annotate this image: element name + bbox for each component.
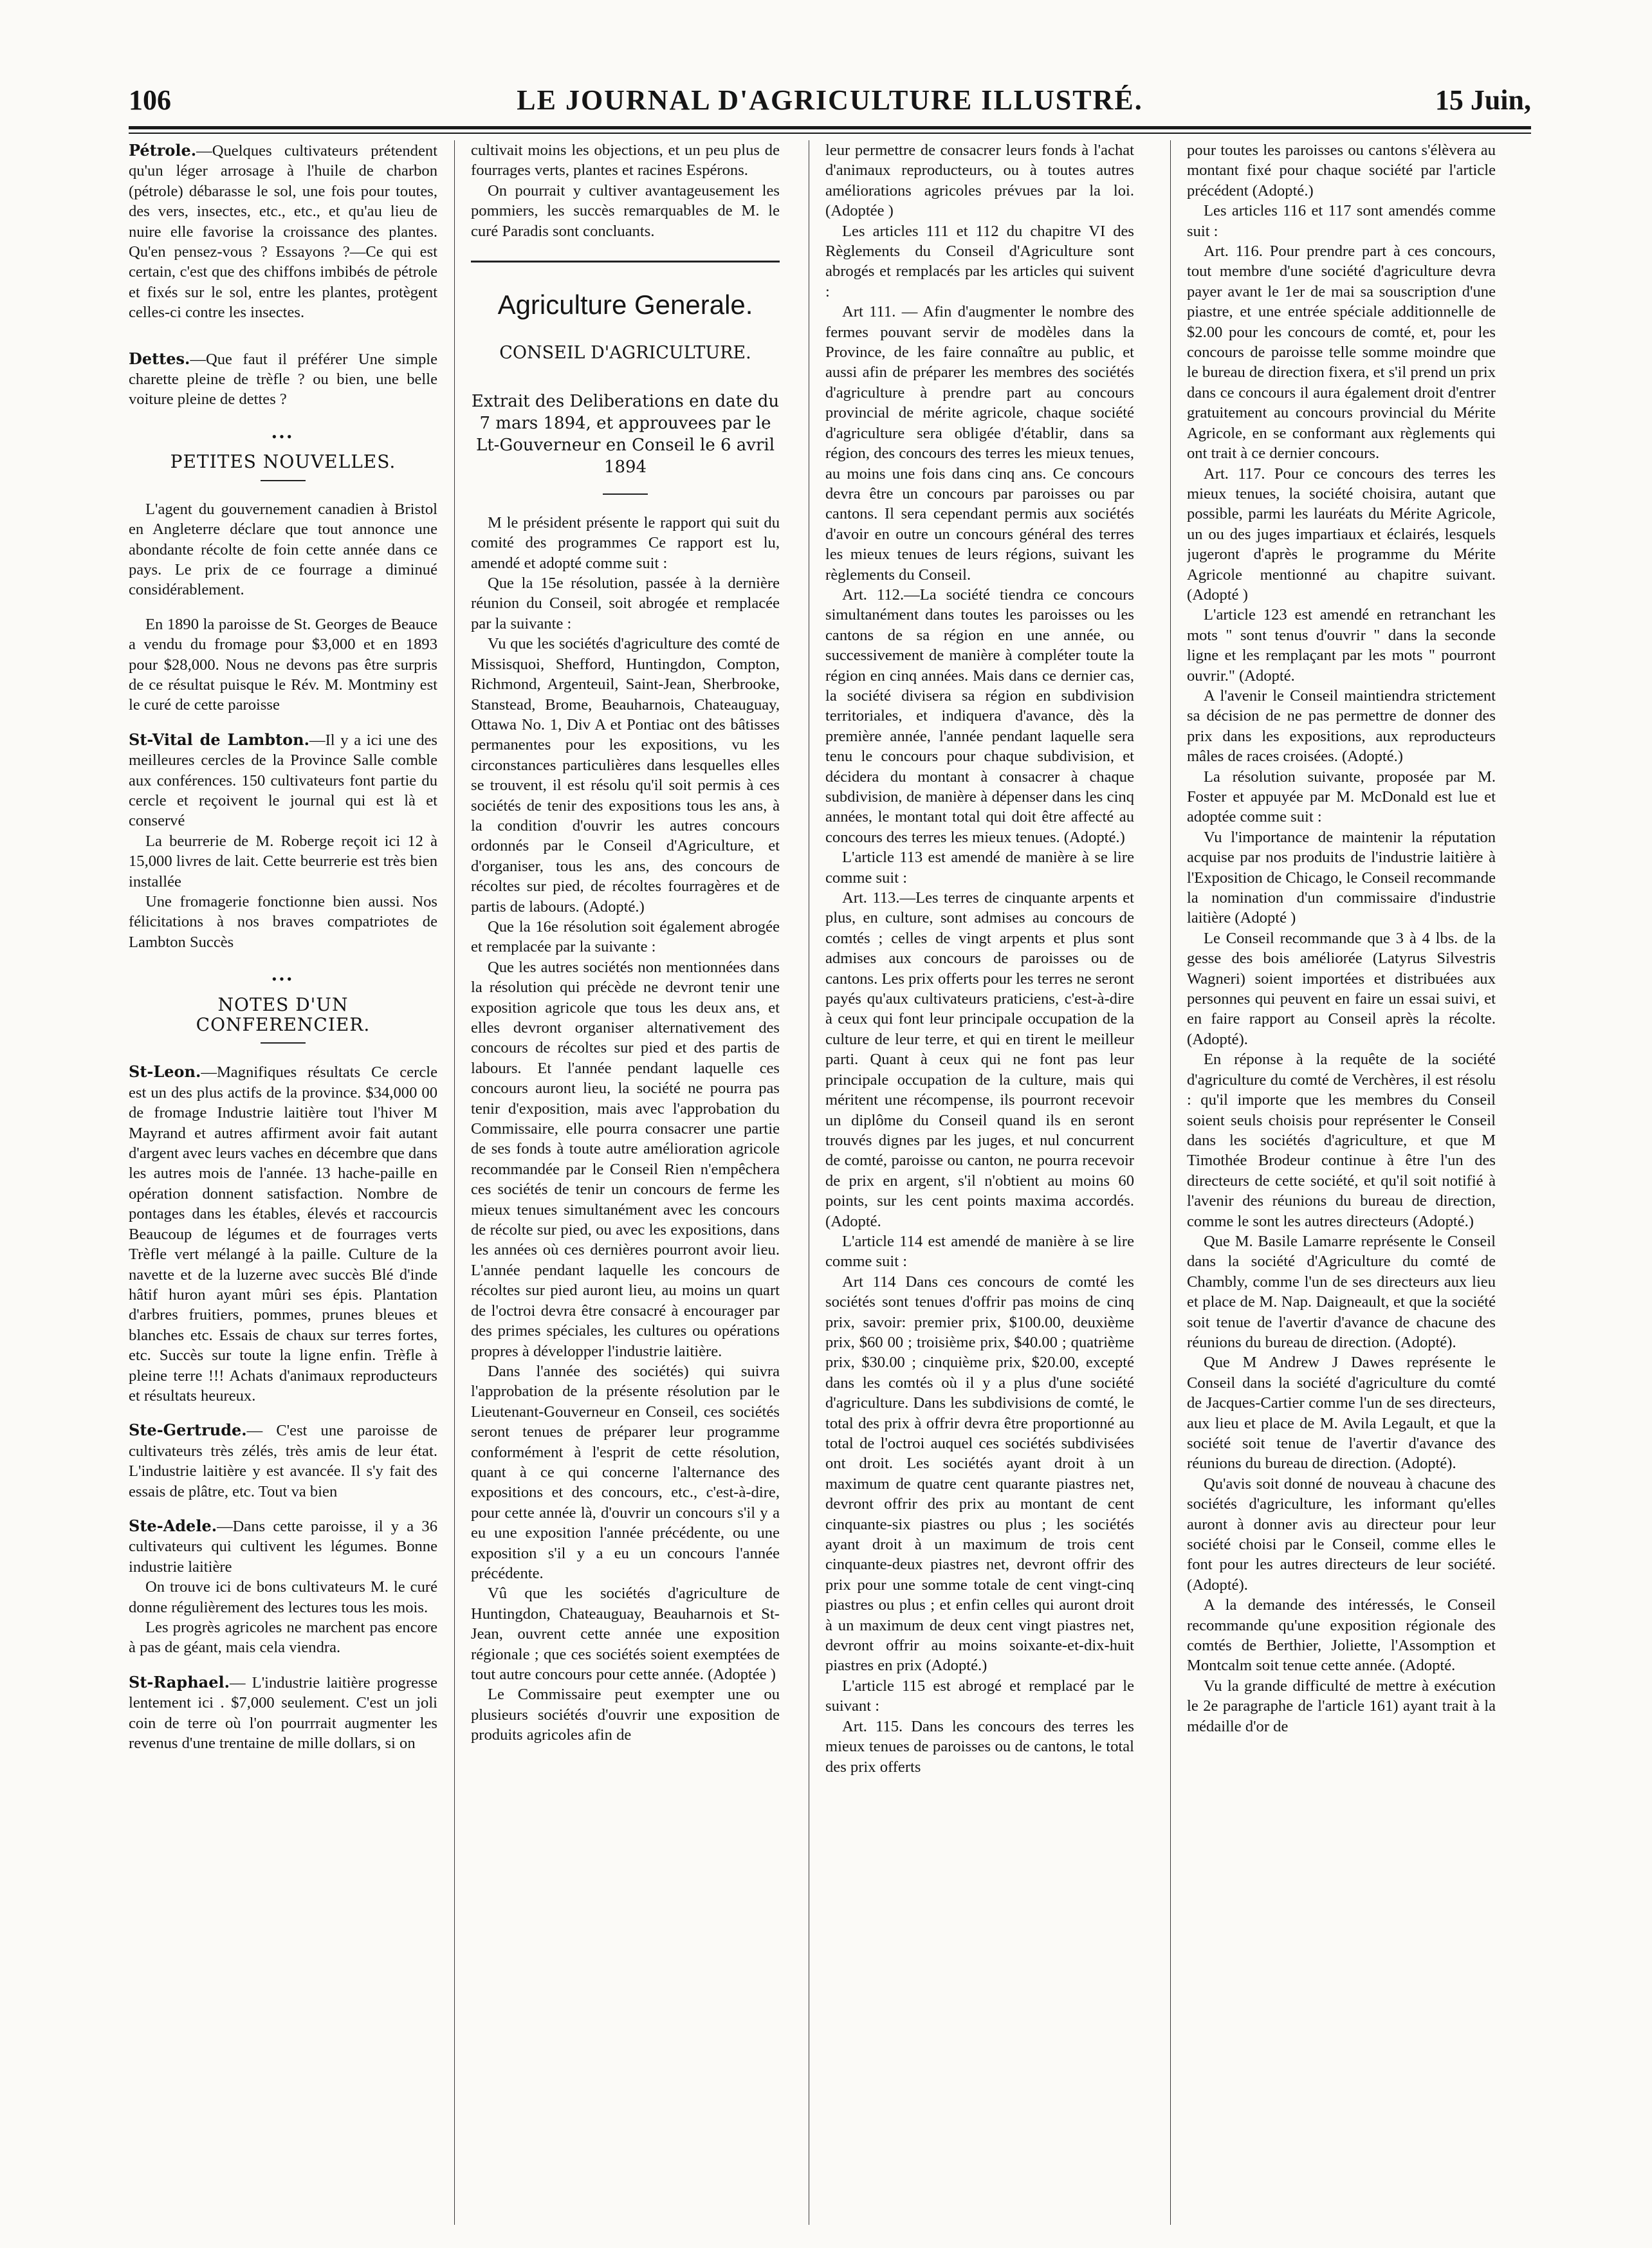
article-heading: St-Raphael. (129, 1672, 230, 1691)
paragraph: La beurrerie de M. Roberge reçoit ici 12 à 15,000 livres de lait. Cette beurrerie est très bien installée (129, 832, 437, 890)
article-heading: Pétrole. (129, 141, 197, 160)
paragraph: Les articles 111 et 112 du chapitre VI des Règlements du Conseil d'Agriculture sont abrogés et remplacés par les articles qui suivent : (825, 222, 1134, 300)
paragraph: Art. 116. Pour prendre part à ces concours, tout membre d'une société d'agriculture devra payer avant le 1er de mai sa souscription d'une piastre, et une entrée spéciale additionnelle de $2.00 pour les concours de comté, et, pour les concours de paroisse telle somme moindre que le bureau de direction fixera, et s'il prend un prix dans ce concours il aura également droit d'entrer gratuitement au concours provincial du Mérite Agricole, en se conformant aux règlements qui ont trait à ce dernier concours. (1187, 243, 1496, 463)
article-body: —Dans cette paroisse, il y a 36 cultivateurs qui cultivent les légumes. Bonne industrie laitière (129, 1517, 437, 1576)
paragraph: Vu la grande difficulté de mettre à exécution le 2e paragraphe de l'article 161) ayant trait à la médaille d'or de (1187, 1677, 1496, 1735)
article-body: —Magnifiques résultats Ce cercle est un des plus actifs de la province. $34,000 00 de fromage Industrie laitière tout l'hiver M Mayrand et autres affirment avoir fait autant d'argent avec leurs vaches en décembre que dans les autres mois de l'année. 13 hache-paille en opération donnent satisfaction. Nombre de pontages dans les étables, élevés et raccourcis Beaucoup de légumes et de fourrages verts Trèfle vert mélangé à la paille. Culture de la navette et de la luzerne avec succès Blé d'inde hâtif huron ayant mûri ses épis. Plantation d'arbres fruitiers, pommes, prunes bleues et blanches etc. Essais de chaux sur terres fortes, etc. Succès sur toute la ligne enfin. Trèfle à pleine terre !!! Achats d'animaux reproducteurs et résultats heureux. (129, 1064, 437, 1405)
paragraph: Que M Andrew J Dawes représente le Conseil dans la société d'agriculture du comté de Jacques-Cartier comme l'un de ses directeurs, aux lieu et place de M. Avila Legault, et que la société soit tenue de l'avertir d'avance des réunions du bureau de direction. (Adopté). (1187, 1354, 1496, 1473)
article-heading: Ste-Gertrude. (129, 1421, 247, 1440)
article-body: — C'est une paroisse de cultivateurs très zélés, très amis de leur état. L'industrie laitière y est avancée. Il s'y fait des essais de plâtre, etc. Tout va bien (129, 1422, 437, 1500)
section-rule (603, 493, 648, 495)
article-body: —Quelques cultivateurs prétendent qu'un léger arrosage à l'huile de charbon (pétrole) débarasse le sol, une fois pour toutes, des vers, insectes, etc., etc., et qu'au lieu de nuire elle favorise la croissance des plantes. Qu'en pensez-vous ? Essayons ?—Ce qui est certain, c'est que des chiffons imbibés de pétrole et fixés sur le sol, entre les plantes, protègent celles-ci contre les insectes. (129, 142, 437, 322)
paragraph: cultivait moins les objections, et un peu plus de fourrages verts, plantes et racines Espérons. (471, 142, 780, 180)
section-rule (261, 480, 306, 481)
column-1 (129, 140, 437, 2228)
article-heading: Dettes. (129, 349, 190, 368)
journal-title: LE JOURNAL D'AGRICULTURE ILLUSTRÉ. (517, 84, 1143, 116)
paragraph: Art. 112.—La société tiendra ce concours simultanément dans toutes les paroisses ou les cantons de sa région en une année, ou successivement de manière à compléter toute la région en cinq années. Mais dans ce dernier cas, la société divisera sa région en subdivision territoriales, et indiquera d'avance, dès la première année, l'année pendant laquelle sera tenu le concours pour chaque subdivision, et décidera du montant à consacrer à chaque subdivision, de manière à dépenser dans les cinq années, le montant total qui doit être affecté au concours des terres les mieux tenues. (Adopté.) (825, 585, 1134, 846)
paragraph: Que les autres sociétés non mentionnées dans la résolution qui précède ne devront tenir une exposition agricole que tous les deux ans, et elles devront organiser alternativement des concours de récoltes sur pied et des partis de labours. Et l'année pendant laquelle ces concours auront lieu, la société ne pourra pas tenir d'exposition, mais avec l'approbation du Commissaire, elle pourra consacrer une partie de ses fonds à toute autre amélioration agricole recommandée par le Conseil Rien n'empêchera ces sociétés de tenir un concours de ferme les mieux tenues simultanément avec les concours de récolte sur pied, ou avec les expositions, dans les années où ces dernières pourront avoir lieu. L'année pendant laquelle les concours de récoltes sur pied auront lieu, au moins un quart de l'octroi devra être consacré à encourager par des primes spéciales, les cultures ou opérations propres à développer l'industrie laitière. (471, 958, 780, 1360)
article-body: — L'industrie laitière progresse lentement ici . $7,000 seulement. C'est un joli coin de terre où l'on pourrrait augmenter les revenus d'une trentaine de mille dollars, si on (129, 1673, 437, 1753)
paragraph: On trouve ici de bons cultivateurs M. le curé donne régulièrement des lectures tous les mois. (129, 1578, 437, 1616)
paragraph: Art. 113.—Les terres de cinquante arpents et plus, en culture, sont admises au concours de comtés ; celles de vingt arpents et plus sont admises aux concours de paroisses ou de cantons. Les prix offerts pour les terres ne seront payés qu'aux cultivateurs praticiens, c'est-à-dire à ceux qui font leur principale occupation de la culture de leur terre, et qui en tirent le meilleur parti. Quant à ceux qui ne font pas leur principale occupation de la culture, mais qui méritent une récompense, ils pourront recevoir un diplôme du Conseil quand ils en seront trouvés dignes par les juges, et nul concurrent de comté, paroisse ou canton, ne pourra recevoir de prix en argent, s'il n'obtient au moins 60 points, sur les cent points maxima accordés. (Adopté. (825, 889, 1134, 1230)
section-ornament: ••• (271, 428, 295, 445)
article-stegertrude (129, 1420, 437, 1502)
paragraph: pour toutes les paroisses ou cantons s'élèvera au montant fixé pour chaque société par l'article précédent (Adopté.) (1187, 142, 1496, 199)
article-heading: St-Vital de Lambton. (129, 730, 309, 749)
section-rule (471, 261, 780, 263)
paragraph: Art 111. — Afin d'augmenter le nombre des fermes pouvant servir de modèles dans la Province, de les faire connaître au public, et aussi afin de préparer les membres des sociétés d'agriculture à prendre part au concours provincial de mérite agricole, chaque société d'agriculture sera obligée d'établir, dans sa région, des concours des terres les mieux tenues, au moins une fois dans cinq ans. Ce concours devra être un concours par paroisses ou par cantons. Il sera cependant permis aux sociétés d'avoir en outre un concours général des terres les mieux tenues de leurs régions, suivant les règlements du Conseil. (825, 303, 1134, 584)
paragraph: Vu que les sociétés d'agriculture des comté de Missisquoi, Shefford, Huntingdon, Compton, Richmond, Argenteuil, Saint-Jean, Sherbrooke, Stanstead, Brome, Beauharnois, Chateauguay, Ottawa No. 1, Div A et Pontiac ont des bâtisses permanentes pour les expositions, vu les circonstances particulières dans lesquelles elles se trouvent, il est résolu qu'il soit permis à ces sociétés de tenir des expositions tous les ans, à la condition d'ouvrir les autres concours ordonnés par le Conseil d'Agriculture, et d'organiser, tous les ans, des concours de récoltes sur pied, de récoltes fourragères et de partis de labours. (Adopté.) (471, 635, 780, 916)
page-number: 106 (129, 84, 171, 116)
paragraph: Que la 16e résolution soit également abrogée et remplacée par la suivante : (471, 917, 780, 956)
paragraph: Vû que les sociétés d'agriculture de Huntingdon, Chateauguay, Beauharnois et St-Jean, ouvrent cette année une exposition régionale ; que ces sociétés soient exemptées de tout autre concours pour cette année. (Adoptée ) (471, 1585, 780, 1683)
paragraph: Que M. Basile Lamarre représente le Conseil dans la société d'Agriculture du comté de Chambly, comme l'un de ses directeurs aux lieu et place de M. Nap. Daigneault, et que la société soit tenue de l'avertir d'avance de chacune des réunions du bureau de direction. (Adopté). (1187, 1232, 1496, 1351)
paragraph: En 1890 la paroisse de St. Georges de Beauce a vendu du fromage pour $3,000 et en 1893 pour $28,000. Nous ne devons pas être surpris de ce résultat puisque le Rév. M. Montminy est le curé de cette paroisse (129, 615, 437, 714)
paragraph: Les articles 116 et 117 sont amendés comme suit : (1187, 202, 1496, 240)
issue-date: 15 Juin, (1435, 84, 1531, 116)
paragraph: En réponse à la requête de la société d'agriculture du comté de Verchères, il est résolu : qu'il importe que les membres du Conseil soient seuls choisis pour représenter le Conseil dans les sociétés d'agriculture, et que M Timothée Brodeur continue à être l'un des directeurs de cette société, et qu'il soit notifié à l'avenir des réunions du bureau de direction, comme le sont les autres directeurs (Adopté.) (1187, 1051, 1496, 1230)
extract-heading: Extrait des Deliberations en date du 7 mars 1894, et approuvees par le Lt-Gouverneur en Conseil le 6 avril 1894 (471, 391, 780, 477)
paragraph: Art. 115. Dans les concours des terres les mieux tenues de paroisses ou de cantons, le total des prix offerts (825, 1717, 1134, 1776)
paragraph: A la demande des intéressés, le Conseil recommande qu'une exposition régionale des comtés de Berthier, Joliette, l'Assomption et Montcalm soit tenue cette année. (Adopté. (1187, 1596, 1496, 1675)
paragraph: Art 114 Dans ces concours de comté les sociétés sont tenues d'offrir pas moins de cinq prix, savoir: premier prix, $100.00, deuxième prix, $60 00 ; troisième prix, $40.00 ; quatrième prix, $30.00 ; cinquième prix, $20.00, excepté dans les comtés où il y a plus d'une société d'agriculture. Dans les subdivisions de comté, le total des prix à offrir devra être proportionné au total de l'octroi auquel ces sociétés subdivisées ont droit. Les sociétés ayant droit à un maximum de quatre cent quarante piastres net, devront offrir des prix au montant de cent cinquante-six piastres ou plus ; les sociétés ayant droit à un maximum de trois cent cinquante-deux piastres net, devront offrir des prix pour une somme totale de cent vingt-cinq piastres ou plus ; et enfin celles qui auront droit à un maximum de deux cent vingt piastres net, devront offrir au moins soixante-et-dix-huit piastres en prix (Adopté.) (825, 1273, 1134, 1675)
paragraph: L'article 123 est amendé en retranchant les mots " sont tenus d'ouvrir " dans la seconde ligne et les remplaçant par les mots " pourront ouvrir." (Adopté. (1187, 606, 1496, 685)
article-steadele (129, 1516, 437, 1577)
section-ornament: ••• (271, 971, 295, 988)
column-3 (825, 140, 1134, 2228)
paragraph: L'article 115 est abrogé et remplacé par le suivant : (825, 1677, 1134, 1715)
paragraph: Dans l'année des sociétés) qui suivra l'approbation de la présente résolution par le Lieutenant-Gouverneur en Conseil, ces sociétés seront tenues de préparer leur programme conformément à l'esprit de cette résolution, quant à ce qui concerne l'alternance des expositions et des concours, etc., c'est-à-dire, pour cette année là, d'ouvrir un concours s'il y a eu une exposition l'année précédente, ou une exposition s'il y a eu un concours l'année précédente. (471, 1362, 780, 1582)
paragraph: Qu'avis soit donné de nouveau à chacune des sociétés d'agriculture, les informant qu'elles auront à donner avis au directeur pour leur société choisi par le Conseil, comme elles le font pour les autres directeurs de leur société. (Adopté). (1187, 1475, 1496, 1594)
section-rule (261, 1042, 306, 1044)
section-title: PETITES NOUVELLES. (170, 451, 396, 473)
article-dettes (129, 349, 437, 410)
column-divider (454, 140, 455, 2225)
paragraph: Art. 117. Pour ce concours des terres les mieux tenues, la société choisira, autant que possible, parmi les lauréats du Mérite Agricole, un ou des juges impartiaux et éclairés, lesquels jugeront d'après le programme du Mérite Agricole mentionné au chapitre suivant. (Adopté ) (1187, 465, 1496, 603)
header-rule-thin (129, 133, 1531, 134)
main-section-title: Agriculture Generale. (497, 290, 753, 320)
page-header (129, 84, 1531, 124)
header-rule-thick (129, 126, 1531, 129)
paragraph: Vu l'importance de maintenir la réputation acquise par nos produits de l'industrie laitière à l'Exposition de Chicago, le Conseil recommande la nomination d'un commissaire d'industrie laitière (Adopté ) (1187, 828, 1496, 927)
paragraph: L'article 114 est amendé de manière à se lire comme suit : (825, 1232, 1134, 1271)
paragraph: L'article 113 est amendé de manière à se lire comme suit : (825, 849, 1134, 887)
paragraph: Le Conseil recommande que 3 à 4 lbs. de la gesse des bois améliorée (Latyrus Silvestris Wagneri) soient importées et distribuées aux personnes qui peuvent en faire un essai suivi, et en faire rapport au Conseil après la récolte. (Adopté). (1187, 929, 1496, 1048)
paragraph: L'agent du gouvernement canadien à Bristol en Angleterre déclare que tout annonce une abondante récolte de foin cette année dans ce pays. Le prix de ce fourrage a diminué considérablement. (129, 500, 437, 599)
column-divider (1170, 140, 1171, 2225)
paragraph: M le président présente le rapport qui suit du comité des programmes Ce rapport est lu, amendé et adopté comme suit : (471, 513, 780, 572)
paragraph: leur permettre de consacrer leurs fonds à l'achat d'animaux reproducteurs, ou à toutes autres améliorations agricoles prévues par la loi. (Adoptée ) (825, 142, 1134, 220)
article-body: —Que faut il préférer Une simple charette pleine de trèfle ? ou bien, une belle voiture pleine de dettes ? (129, 350, 437, 409)
paragraph: A l'avenir le Conseil maintiendra strictement sa décision de ne pas permettre de donner des prix dans les expositions, aux reproducteurs mâles de races croisées. (Adopté.) (1187, 686, 1496, 766)
article-body: —Il y a ici une des meilleures cercles de la Province Salle comble aux conférences. 150 cultivateurs font partie du cercle et reçoivent le journal qui est là et conservé (129, 731, 437, 830)
subsection-title: CONSEIL D'AGRICULTURE. (499, 343, 751, 364)
paragraph: La résolution suivante, proposée par M. Foster et appuyée par M. McDonald est lue et adoptée comme suit : (1187, 768, 1496, 826)
column-4 (1187, 140, 1496, 2228)
paragraph: Les progrès agricoles ne marchent pas encore à pas de géant, mais cela viendra. (129, 1619, 437, 1657)
article-stvital (129, 730, 437, 831)
paragraph: Une fromagerie fonctionne bien aussi. Nos félicitations à nos braves compatriotes de Lambton Succès (129, 893, 437, 951)
section-title: NOTES D'UN CONFERENCIER. (196, 993, 371, 1036)
paragraph: Que la 15e résolution, passée à la dernière réunion du Conseil, soit abrogée et remplacée par la suivante : (471, 575, 780, 632)
column-2 (471, 140, 780, 2228)
article-straphael (129, 1672, 437, 1754)
paragraph: Le Commissaire peut exempter une ou plusieurs sociétés d'ouvrir une exposition de produits agricoles afin de (471, 1686, 780, 1744)
article-heading: St-Leon. (129, 1062, 201, 1082)
article-petrole (129, 140, 437, 323)
article-heading: Ste-Adele. (129, 1516, 217, 1535)
paragraph: On pourrait y cultiver avantageusement les pommiers, les succès remarquables de M. le curé Paradis sont concluants. (471, 181, 780, 240)
article-stleon (129, 1062, 437, 1406)
